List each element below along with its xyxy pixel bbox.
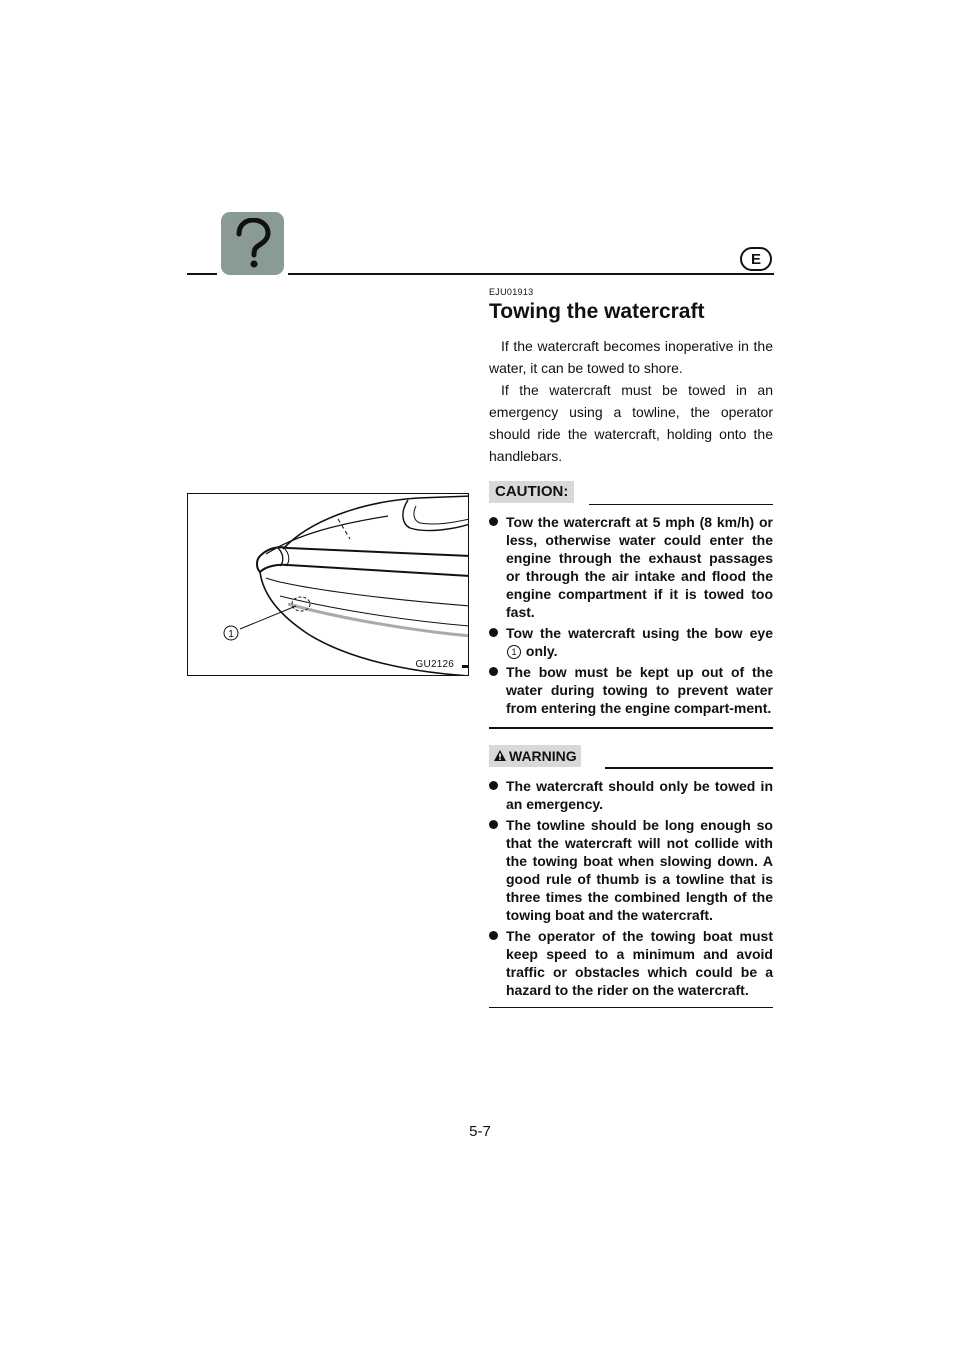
body-paragraph-2: If the watercraft must be towed in an emergency using a towline, the operator should ride the watercraft, holding onto the handlebars. [489,382,773,464]
bow-drawing [188,494,469,676]
bullet-icon [489,517,498,526]
caution-item: The bow must be kept up out of the water during towing to prevent water from entering the engine compart-ment. [489,663,773,717]
warning-triangle-icon [493,749,507,762]
body-paragraph-1: If the watercraft becomes inoperative in the water, it can be towed to shore. [489,338,773,376]
callout-number: 1 [228,629,234,640]
text-column [489,287,773,1008]
bullet-icon [489,628,498,637]
warning-header [489,745,773,769]
warning-label-box [489,745,581,767]
section-title: Towing the watercraft [489,300,705,323]
warning-item: The watercraft should only be towed in an emergency. [489,777,773,813]
bullet-icon [489,781,498,790]
page-number: 5-7 [469,1123,491,1140]
callout-ref: 1 [507,645,521,659]
caution-end-rule [489,727,773,729]
warning-item: The towline should be long enough so that the watercraft will not collide with the towing boat when slowing down. A good rule of thumb is a towline that is three times the combined length of the towing boat and the watercraft. [489,816,773,924]
warning-item: The operator of the towing boat must keep speed to a minimum and avoid traffic or obstacles which could be a hazard to the rider on the watercraft. [489,927,773,999]
caution-item: Tow the watercraft at 5 mph (8 km/h) or less, otherwise water could enter the engine through the exhaust passages or through the air intake and flood the engine compartment if it is towed too fast. [489,513,773,621]
question-mark-icon [231,218,275,270]
warning-label: WARNING [509,747,577,764]
section-code: EJU01913 [489,287,534,297]
caution-header [489,481,773,505]
caution-label: CAUTION: [489,481,574,503]
chapter-tab [221,212,284,275]
watercraft-bow-illustration [187,493,469,676]
caution-list [489,513,773,717]
header-rule-left [187,273,217,275]
header-rule-right [288,273,774,275]
warning-end-rule [489,1007,773,1009]
warning-list [489,777,773,999]
bullet-icon [489,820,498,829]
language-badge: E [740,247,772,271]
caution-item: Tow the watercraft using the bow eye 1 only. [489,624,773,660]
caution-rule [589,504,773,506]
bullet-icon [489,667,498,676]
warning-rule [605,767,773,769]
bullet-icon [489,931,498,940]
figure-code: GU2126 [415,659,454,670]
